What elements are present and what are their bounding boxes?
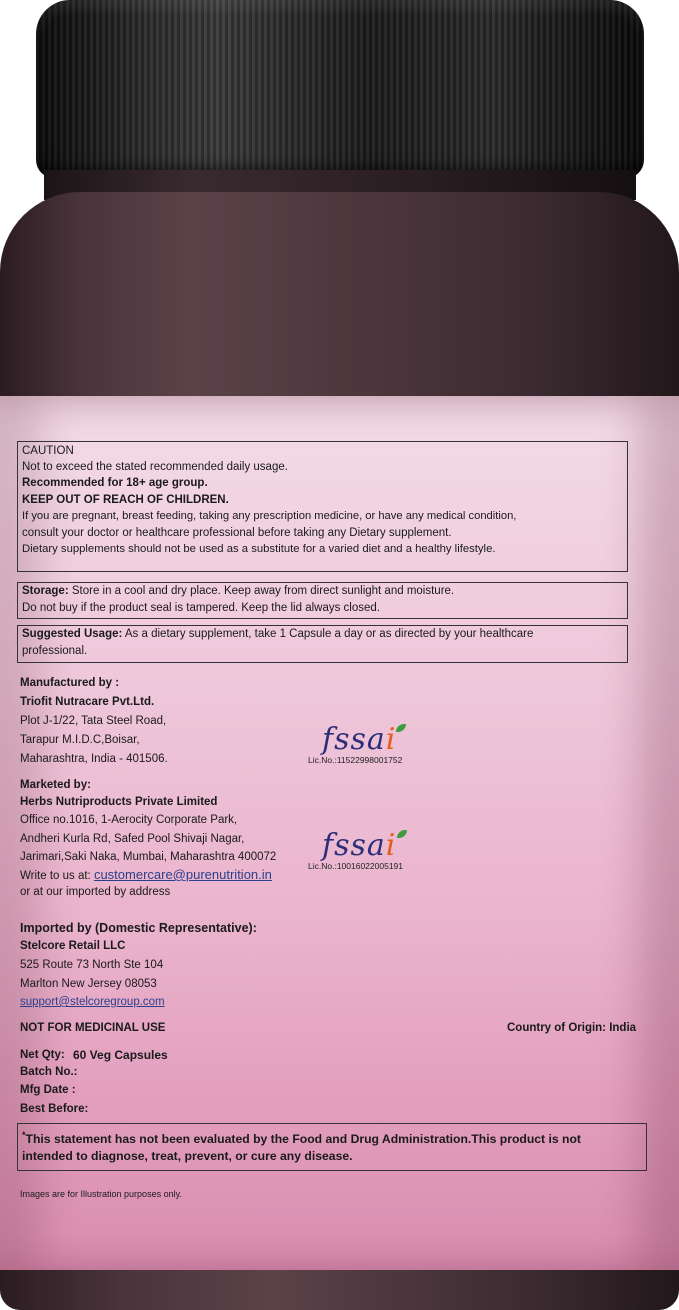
- disclaimer-line: [22, 1127, 581, 1147]
- marketer-or-line: or at our imported by address: [20, 886, 171, 898]
- illustration-note: Images are for Illustration purposes only.: [20, 1189, 182, 1199]
- leaf-icon: [396, 724, 406, 732]
- usage-label: Suggested Usage:: [22, 628, 123, 640]
- manufacturer-address-line: Plot J-1/22, Tata Steel Road,: [20, 715, 167, 727]
- storage-line: [22, 583, 454, 599]
- caution-line: Dietary supplements should not be used as a substitute for a varied diet and a healthy lifestyle.: [22, 543, 496, 555]
- net-qty-value: 60 Veg Capsules: [73, 1048, 168, 1062]
- storage-line-2: Do not buy if the product seal is tampered. Keep the lid always closed.: [22, 602, 380, 614]
- fssai-logo-accent: i: [385, 722, 397, 757]
- mfg-date-label: Mfg Date :: [20, 1084, 76, 1096]
- usage-line-2: professional.: [22, 645, 88, 657]
- bottle-cap: [36, 0, 644, 178]
- storage-text: Store in a cool and dry place. Keep away from direct sunlight and moisture.: [68, 585, 455, 597]
- marketer-name: Herbs Nutriproducts Private Limited: [20, 796, 218, 808]
- importer-address-line: 525 Route 73 North Ste 104: [20, 959, 164, 971]
- fssai-license-number: Lic.No.:11522998001752: [308, 755, 403, 765]
- importer-heading: Imported by (Domestic Representative):: [20, 921, 257, 935]
- manufacturer-heading: Manufactured by :: [20, 677, 120, 689]
- marketer-heading: Marketed by:: [20, 779, 91, 791]
- manufacturer-name: Triofit Nutracare Pvt.Ltd.: [20, 696, 155, 708]
- fssai-logo-text: fssa: [322, 828, 386, 863]
- storage-label: Storage:: [22, 585, 69, 597]
- importer-email-link[interactable]: support@stelcoregroup.com: [20, 996, 165, 1008]
- disclaimer-line-2: intended to diagnose, treat, prevent, or cure any disease.: [22, 1149, 353, 1163]
- product-label: [0, 396, 679, 1276]
- fssai-license-number: Lic.No.:10016022005191: [308, 861, 403, 871]
- caution-line: consult your doctor or healthcare professional before taking any Dietary supplement.: [22, 527, 452, 539]
- importer-address-line: Marlton New Jersey 08053: [20, 978, 157, 990]
- fssai-logo-manufacturer: [308, 722, 403, 765]
- importer-name: Stelcore Retail LLC: [20, 940, 126, 952]
- marketer-address-line: Andheri Kurla Rd, Safed Pool Shivaji Nagar,: [20, 833, 245, 845]
- caution-line: If you are pregnant, breast feeding, taking any prescription medicine, or have any medical condition,: [22, 510, 517, 522]
- not-medicinal-notice: NOT FOR MEDICINAL USE: [20, 1022, 166, 1034]
- bottle-base: [0, 1270, 679, 1310]
- country-of-origin: Country of Origin: India: [507, 1022, 637, 1034]
- fssai-logo-marketer: [308, 828, 403, 871]
- caution-line: KEEP OUT OF REACH OF CHILDREN.: [22, 494, 229, 506]
- disclaimer-mark: *: [22, 1130, 26, 1140]
- leaf-icon: [397, 830, 407, 838]
- caution-heading: CAUTION: [22, 445, 74, 457]
- manufacturer-address-line: Maharashtra, India - 401506.: [20, 753, 168, 765]
- best-before-label: Best Before:: [20, 1103, 89, 1115]
- caution-line: Recommended for 18+ age group.: [22, 477, 208, 489]
- fssai-logo-text: fssa: [322, 722, 386, 757]
- disclaimer-text: This statement has not been evaluated by the Food and Drug Administration.This product is not: [25, 1132, 581, 1147]
- caution-line: Not to exceed the stated recommended daily usage.: [22, 461, 288, 473]
- manufacturer-address-line: Tarapur M.I.D.C,Boisar,: [20, 734, 140, 746]
- marketer-address-line: Office no.1016, 1-Aerocity Corporate Park,: [20, 814, 238, 826]
- usage-line: [22, 626, 533, 642]
- write-label: Write to us at:: [20, 870, 94, 882]
- fssai-logo-accent: i: [385, 828, 397, 863]
- marketer-contact-line: [20, 867, 272, 884]
- net-qty-label: Net Qty:: [20, 1049, 65, 1061]
- batch-label: Batch No.:: [20, 1066, 78, 1078]
- marketer-address-line: Jarimari,Saki Naka, Mumbai, Maharashtra 400072: [20, 851, 277, 863]
- usage-text: As a dietary supplement, take 1 Capsule a day or as directed by your healthcare: [122, 628, 534, 640]
- marketer-email-link[interactable]: customercare@purenutrition.in: [93, 867, 272, 882]
